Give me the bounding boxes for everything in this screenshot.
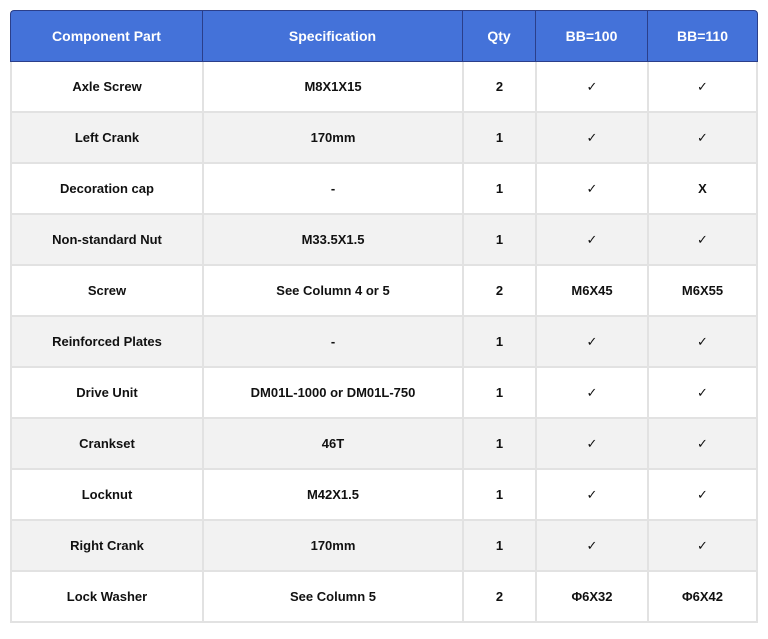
- cell-bb-100: ✓: [535, 317, 647, 368]
- header-row: [10, 10, 758, 62]
- cell-qty: 1: [462, 113, 535, 164]
- table-row: [10, 317, 758, 368]
- cell-qty: 1: [462, 419, 535, 470]
- cell-component-part: Crankset: [10, 419, 202, 470]
- cell-qty: 1: [462, 470, 535, 521]
- cell-component-part: Non-standard Nut: [10, 215, 202, 266]
- cell-qty: 1: [462, 215, 535, 266]
- cell-component-part: Right Crank: [10, 521, 202, 572]
- table-header: [10, 10, 758, 62]
- cell-qty: 2: [462, 62, 535, 113]
- cell-component-part: Axle Screw: [10, 62, 202, 113]
- cell-specification: M42X1.5: [202, 470, 462, 521]
- header-specification: Specification: [202, 10, 462, 62]
- cell-component-part: Drive Unit: [10, 368, 202, 419]
- table-row: [10, 572, 758, 623]
- cell-component-part: Reinforced Plates: [10, 317, 202, 368]
- cell-bb-110: ✓: [647, 62, 758, 113]
- cell-specification: M33.5X1.5: [202, 215, 462, 266]
- table-row: [10, 164, 758, 215]
- cell-bb-100: M6X45: [535, 266, 647, 317]
- cell-specification: M8X1X15: [202, 62, 462, 113]
- parts-table: [10, 10, 758, 623]
- header-bb-100: BB=100: [535, 10, 647, 62]
- table-row: [10, 470, 758, 521]
- cell-bb-100: ✓: [535, 62, 647, 113]
- cell-specification: 46T: [202, 419, 462, 470]
- cell-bb-110: ✓: [647, 113, 758, 164]
- header-qty: Qty: [462, 10, 535, 62]
- cell-component-part: Left Crank: [10, 113, 202, 164]
- cell-bb-110: ✓: [647, 419, 758, 470]
- cell-bb-110: X: [647, 164, 758, 215]
- table-row: [10, 215, 758, 266]
- cell-bb-110: ✓: [647, 470, 758, 521]
- table-row: [10, 521, 758, 572]
- cell-bb-110: ✓: [647, 317, 758, 368]
- table-row: [10, 113, 758, 164]
- cell-qty: 1: [462, 164, 535, 215]
- cell-bb-100: ✓: [535, 521, 647, 572]
- cell-specification: See Column 5: [202, 572, 462, 623]
- cell-qty: 1: [462, 317, 535, 368]
- cell-specification: See Column 4 or 5: [202, 266, 462, 317]
- cell-qty: 1: [462, 368, 535, 419]
- cell-bb-100: Φ6X32: [535, 572, 647, 623]
- header-bb-110: BB=110: [647, 10, 758, 62]
- cell-specification: -: [202, 317, 462, 368]
- cell-bb-100: ✓: [535, 368, 647, 419]
- cell-component-part: Decoration cap: [10, 164, 202, 215]
- table-row: [10, 62, 758, 113]
- cell-bb-100: ✓: [535, 164, 647, 215]
- table-row: [10, 266, 758, 317]
- cell-specification: DM01L-1000 or DM01L-750: [202, 368, 462, 419]
- cell-qty: 2: [462, 266, 535, 317]
- table-row: [10, 368, 758, 419]
- cell-specification: 170mm: [202, 521, 462, 572]
- cell-bb-110: ✓: [647, 368, 758, 419]
- cell-bb-100: ✓: [535, 419, 647, 470]
- cell-component-part: Lock Washer: [10, 572, 202, 623]
- cell-component-part: Screw: [10, 266, 202, 317]
- cell-specification: 170mm: [202, 113, 462, 164]
- cell-component-part: Locknut: [10, 470, 202, 521]
- cell-specification: -: [202, 164, 462, 215]
- cell-qty: 2: [462, 572, 535, 623]
- cell-bb-110: ✓: [647, 215, 758, 266]
- cell-bb-110: Φ6X42: [647, 572, 758, 623]
- table-row: [10, 419, 758, 470]
- cell-bb-110: M6X55: [647, 266, 758, 317]
- cell-bb-100: ✓: [535, 470, 647, 521]
- header-component-part: Component Part: [10, 10, 202, 62]
- cell-bb-100: ✓: [535, 215, 647, 266]
- parts-table-container: [10, 10, 758, 623]
- cell-bb-100: ✓: [535, 113, 647, 164]
- cell-qty: 1: [462, 521, 535, 572]
- cell-bb-110: ✓: [647, 521, 758, 572]
- table-body: [10, 62, 758, 623]
